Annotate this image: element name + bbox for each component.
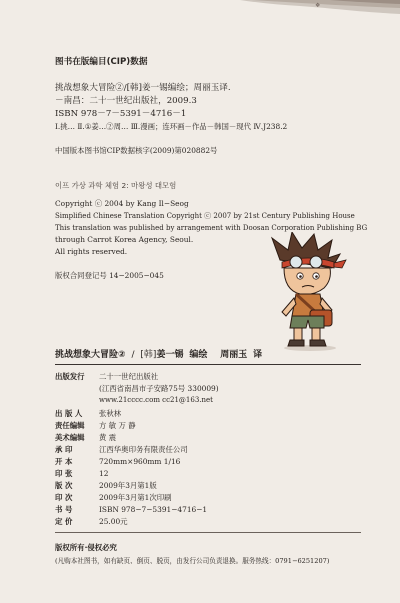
publisher-row [55, 371, 158, 382]
row-label: 责任编辑 [55, 421, 85, 430]
cip-line-3: ISBN 978－7－5391－4716－1 [55, 109, 187, 119]
rights-note: (凡购本社图书，如有缺页、倒页、脱页，由发行公司负责退换。服务热线：0791−6251207) [55, 557, 330, 565]
row-value: 2009年3月第1版 [99, 481, 157, 490]
row-label: 书 号 [55, 505, 73, 514]
korean-title: 이프 가상 과학 체험 2: 마왕성 대모험 [55, 181, 177, 190]
row-label: 印 次 [55, 493, 73, 502]
row-label: 开 本 [55, 457, 73, 466]
copyright-line-4: through Carrot Korea Agency, Seoul. [55, 235, 194, 244]
svg-text:❖: ❖ [315, 2, 321, 9]
author-role: 编绘 [189, 350, 208, 360]
colophon-row-printer [55, 444, 188, 455]
row-value: 2009年3月第1次印刷 [99, 493, 172, 502]
copyright-line-1: Copyright ⓒ 2004 by Kang Il−Seog [55, 199, 189, 208]
book-title: 挑战想象大冒险② [55, 350, 126, 360]
top-partial-illustration [0, 0, 400, 28]
cip-line-1: 挑战想象大冒险②/[韩]姜一锡编绘；周丽玉译. [55, 83, 231, 93]
cip-record: 中国版本图书馆CIP数据核字(2009)第020882号 [55, 146, 218, 155]
row-value: 25.00元 [99, 517, 128, 526]
rights-title: 版权所有·侵权必究 [55, 543, 117, 552]
row-value: 方 敏 万 静 [99, 421, 136, 430]
author-tag: [韩] [140, 350, 157, 360]
colophon-row-sheets [55, 468, 108, 479]
row-label: 美术编辑 [55, 433, 85, 442]
row-label: 出 版 人 [55, 409, 83, 418]
credit-separator: / [131, 350, 135, 360]
publisher-label: 出版发行 [55, 372, 85, 381]
cip-line-2: －南昌：二十一世纪出版社，2009.3 [55, 96, 197, 106]
colophon-row-publisher-person [55, 408, 121, 419]
copyright-line-5: All rights reserved. [55, 247, 128, 256]
title-rule [55, 364, 361, 365]
translator-name: 周丽玉 [220, 350, 248, 360]
row-value: 张秋林 [99, 409, 122, 418]
book-title-line [55, 349, 262, 362]
row-label: 定 价 [55, 517, 73, 526]
copyright-line-3: This translation was published by arrangement with Doosan Corporation Publishing BG [55, 224, 368, 232]
row-value: ISBN 978−7−5391−4716−1 [99, 505, 208, 514]
translator-role: 译 [253, 350, 263, 360]
colophon-row-edition [55, 480, 157, 491]
colophon-row-printing [55, 492, 172, 503]
row-value: 720mm×960mm 1/16 [99, 457, 181, 466]
author-name: 姜一锡 [156, 350, 184, 360]
colophon-row-price [55, 516, 128, 527]
row-value: 12 [99, 469, 109, 478]
cartoon-character-illustration [262, 232, 357, 352]
colophon-rule [55, 532, 361, 533]
contract-number: 版权合同登记号 14−2005−045 [55, 271, 164, 280]
row-label: 承 印 [55, 445, 73, 454]
colophon-row-isbn [55, 504, 207, 515]
row-value: 黄 震 [99, 433, 117, 442]
copyright-line-2: Simplified Chinese Translation Copyright ⓒ 2007 by 21st Century Publishing House [55, 212, 355, 220]
row-label: 印 张 [55, 469, 73, 478]
publisher-address: (江西省南昌市子安路75号 330009) [99, 384, 219, 393]
colophon-row-art-editor [55, 432, 116, 443]
cip-heading: 图书在版编目(CIP)数据 [55, 57, 148, 67]
colophon-row-editor [55, 420, 136, 431]
publisher-name: 二十一世纪出版社 [99, 372, 159, 381]
colophon-row-format [55, 456, 180, 467]
cip-line-4: Ⅰ.挑… Ⅱ.①姜…②周… Ⅲ.漫画；连环画－作品－韩国－现代 Ⅳ.J238.2 [55, 122, 288, 131]
publisher-contact: www.21cccc.com cc21@163.net [99, 396, 213, 404]
row-label: 版 次 [55, 481, 73, 490]
row-value: 江西华奥印务有限责任公司 [99, 445, 188, 454]
